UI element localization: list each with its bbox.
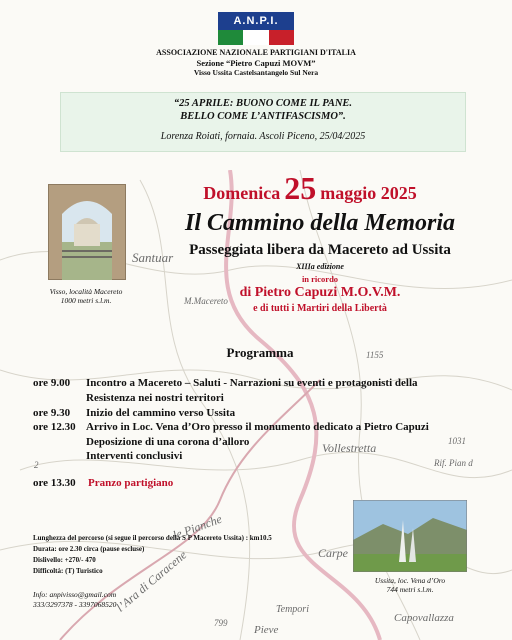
map-label-macereto: M.Macereto <box>184 296 228 306</box>
program-time: ore 12.30 <box>33 421 76 433</box>
program-text: Arrivo in Loc. Vena d’Oro presso il monumento dedicato a Pietro Capuzi <box>86 421 429 433</box>
event-in-memory: in ricordo <box>301 274 339 284</box>
map-label-carpe: Carpe <box>318 546 348 560</box>
map-label-vollestretta: Vollestretta <box>322 441 377 455</box>
map-label-2: 2 <box>34 460 39 470</box>
macereto-caption-2: 1000 metri s.l.m. <box>60 296 112 305</box>
map-label-caracene: l’Ara di Caracene <box>113 547 190 615</box>
event-day: Domenica <box>203 183 281 203</box>
program-heading: Programma <box>226 345 294 360</box>
contact-email: Info: anpivisso@gmail.com <box>33 590 117 599</box>
map-label-capovallazza: Capovallazza <box>394 612 454 624</box>
quote-line-1: “25 APRILE: BUONO COME IL PANE. <box>173 98 353 109</box>
map-label-santuario: Santuar <box>132 250 174 265</box>
program-text: Interventi conclusivi <box>86 450 183 462</box>
vena-doro-photo <box>353 500 467 572</box>
event-date <box>150 172 470 204</box>
event-subtitle: Passeggiata libera da Macereto ad Ussita <box>189 242 451 258</box>
quote-line-2: BELLO COME L’ANTIFASCISMO”. <box>180 111 346 122</box>
italian-flag-icon <box>218 30 294 45</box>
vena-doro-caption-1: Ussita, loc. Vena d’Oro <box>374 576 446 585</box>
map-label-1155: 1155 <box>366 350 384 360</box>
quote-author: Lorenza Roiati, fornaia. Ascoli Piceno, 25/04/2025 <box>160 131 366 142</box>
event-month-year: maggio 2025 <box>320 183 417 203</box>
vena-doro-caption-2: 744 metri s.l.m. <box>386 585 434 594</box>
map-label-pianche: le Pianche <box>170 511 224 543</box>
route-elevation: Dislivello: +270/- 470 <box>33 556 96 564</box>
map-label-799: 799 <box>214 618 228 628</box>
map-label-pieve: Pieve <box>254 624 279 636</box>
route-difficulty: Difficoltà: (T) Turistico <box>33 567 103 575</box>
macereto-caption-1: Visso, località Macereto <box>49 287 123 296</box>
event-edition: XIIIa edizione <box>296 262 344 271</box>
program-text: Incontro a Macereto – Saluti - Narrazioni su eventi e protagonisti della <box>86 377 418 389</box>
route-length: Lunghezza del percorso (si segue il percorso della S P Macereto Ussita) : km10.5 <box>33 534 272 542</box>
anpi-logo <box>218 12 294 45</box>
program-time: ore 9.00 <box>33 377 71 389</box>
lunch-time: ore 13.30 <box>33 477 76 489</box>
logo-text: A.N.P.I. <box>218 12 294 30</box>
program-time: ore 9.30 <box>33 407 71 419</box>
route-duration: Durata: ore 2.30 circa (pause escluse) <box>33 545 145 553</box>
org-towns: Visso Ussita Castelsantangelo Sul Nera <box>193 68 319 77</box>
contact-phones: 333/3297378 - 3397068520 <box>33 600 117 609</box>
macereto-photo <box>48 184 126 280</box>
lunch-text: Pranzo partigiano <box>88 477 174 489</box>
event-date-number: 25 <box>284 170 317 206</box>
program-text: Deposizione di una corona d’alloro <box>86 436 250 448</box>
program-text: Inizio del cammino verso Ussita <box>86 407 236 419</box>
program-text: Resistenza nei nostri territori <box>86 392 224 404</box>
org-name: ASSOCIAZIONE NAZIONALE PARTIGIANI D'ITALIA <box>156 48 356 57</box>
quote-box <box>60 92 466 152</box>
map-label-piano: Rif. Pian d <box>434 458 473 468</box>
map-label-tempori: Tempori <box>276 604 309 615</box>
event-person: di Pietro Capuzi M.O.V.M. <box>239 285 401 300</box>
map-label-1031: 1031 <box>448 436 466 446</box>
event-martyrs: e di tutti i Martiri della Libertà <box>253 303 387 314</box>
event-title: Il Cammino della Memoria <box>184 210 456 236</box>
org-section: Sezione “Pietro Capuzi MOVM” <box>196 58 316 68</box>
